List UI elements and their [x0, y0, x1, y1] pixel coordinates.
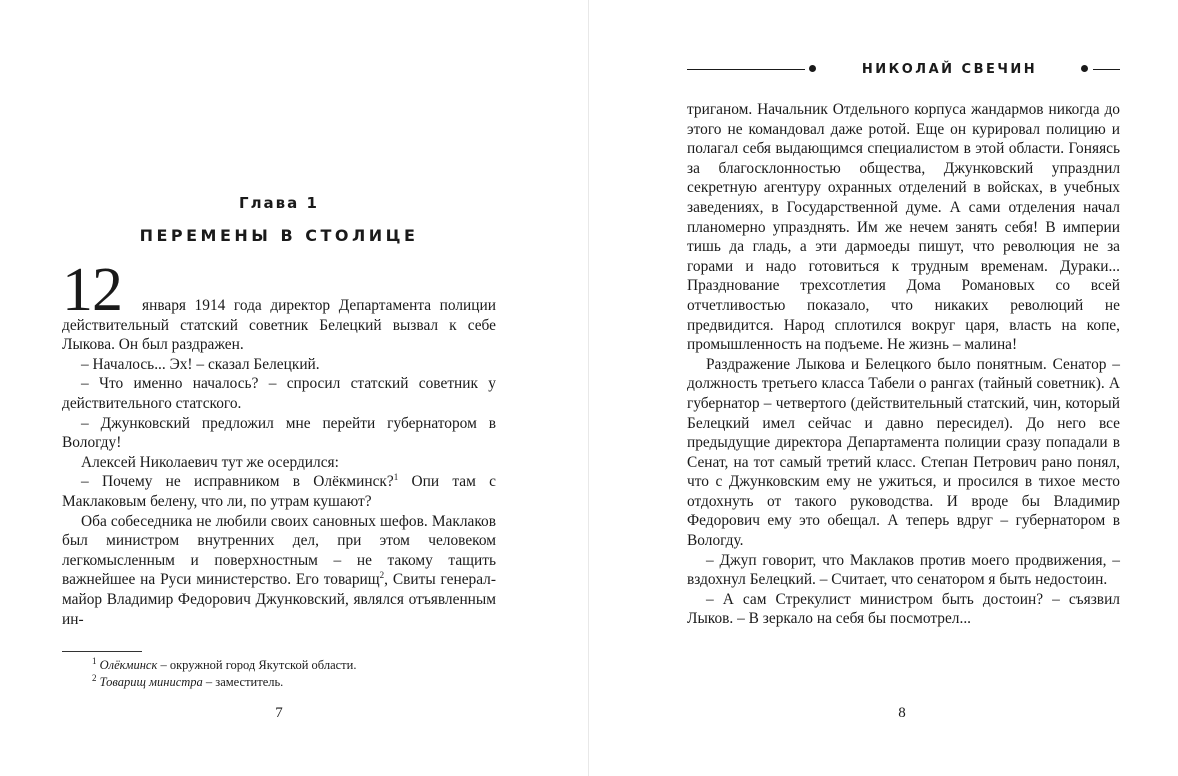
- footnote-text: – заместитель.: [202, 675, 284, 689]
- footnote-ref: 1: [393, 472, 399, 483]
- paragraph-text: – Почему не исправником в Олёкминск?: [81, 473, 394, 491]
- chapter-number: Глава 1: [239, 194, 319, 212]
- running-head: [687, 60, 1120, 80]
- paragraph: Раздражение Лыкова и Белецкого было понятным. Сенатор – должность третьего класса Табели о рангах (тайный советник). А губернатор – четвертого (действительный статский, чин, который Белецкий имел сейчас и давно пересидел). До него все предыдущие директора Департамента полиции сразу попадали в Сенат, на тот самый третий класс. Степан Петрович рано понял, что с Джунковским ему не ужиться, и просился в тихое место отдохнуть от такого руководства. И вроде бы Владимир Федорович ему это обещал. А теперь вдруг – губернатором в Вологду.: [687, 355, 1120, 550]
- paragraph: [62, 512, 496, 630]
- footnote-ref: 2: [379, 570, 385, 581]
- footnote-term: Товарищ министра: [99, 675, 203, 689]
- running-head-dot: [1081, 65, 1088, 72]
- footnote-term: Олёкминск: [99, 658, 158, 672]
- paragraph: [62, 472, 496, 511]
- paragraph: [62, 296, 496, 355]
- paragraph: – Началось... Эх! – сказал Белецкий.: [81, 355, 320, 373]
- paragraph-text: Опи там с Маклаковым белену, что ли, по утрам кушают?: [62, 473, 496, 510]
- paragraph: – Что именно началось? – спросил статский советник у действительного статского.: [62, 375, 496, 412]
- paragraph-text: , Свиты генерал-майор Владимир Федорович Джунковский, являлся отъявленным ин-: [62, 571, 496, 628]
- paragraph: – Джуп говорит, что Маклаков против моего продвижения, – вздохнул Белецкий. – Считает, что сенатором я быть недостоин.: [687, 551, 1120, 589]
- paragraph: триганом. Начальник Отдельного корпуса жандармов никогда до этого не командовал даже ротой. Еще он курировал полицию и полагал себя выдающимся специалистом в этой области. Гоняясь за благосклонностью общества, Джунковский упразднил секретную агентуру охранных отделений в войсках, в учебных заведениях, в Государственной думе. А сами отделения начал планомерно упразднять. Им же нечем занять себя! В империи тишь да гладь, а эти дармоеды пишут, что революция не за горами и надо готовиться к трудным временам. Дураки... Празднование трехсотлетия Дома Романовых со всей отчетливостью показало, что никаких революций не предвидится. Народ сплотился вокруг царя, власть на копе, промышленность на подъеме. Не жизнь – малина!: [687, 101, 1120, 354]
- right-body-text: [687, 100, 1120, 629]
- footnote-mark: 1: [92, 655, 97, 666]
- chapter-title: ПЕРЕМЕНЫ В СТОЛИЦЕ: [139, 226, 419, 245]
- paragraph: – А сам Стрекулист министром быть достоин? – съязвил Лыков. – В зеркало на себя бы посмотрел...: [687, 590, 1120, 628]
- page-number: 8: [898, 705, 906, 721]
- running-head-dot: [809, 65, 816, 72]
- paragraph-text: Оба собеседника не любили своих сановных шефов. Маклаков был министром внутренних дел, при этом человеком легкомысленным и поверхностным – не такому тащить важнейшее на Руси министерство. Его товарищ: [62, 512, 496, 589]
- footnote: [62, 674, 496, 691]
- first-paragraph-text: января 1914 года директор Департамента полиции действительный статский советник Белецкий вызвал к себе Лыкова. Он был раздражен.: [62, 297, 496, 354]
- footnotes: [62, 657, 496, 691]
- running-head-author: НИКОЛАЙ СВЕЧИН: [861, 62, 1038, 77]
- page-number: 7: [275, 705, 283, 721]
- left-body-text: [62, 256, 496, 629]
- footnote-divider: [62, 651, 142, 652]
- drop-cap: 12: [62, 256, 122, 324]
- paragraph: – Джунковский предложил мне перейти губернатором в Вологду!: [62, 414, 496, 452]
- paragraph: Алексей Николаевич тут же осердился:: [81, 453, 339, 471]
- running-head-rule: [687, 69, 805, 70]
- right-page: [589, 0, 1178, 776]
- running-head-rule: [1093, 69, 1120, 70]
- footnote-mark: 2: [92, 672, 97, 683]
- footnote-text: – окружной город Якутской области.: [157, 658, 357, 672]
- footnote: [62, 657, 496, 674]
- chapter-heading: [62, 192, 496, 247]
